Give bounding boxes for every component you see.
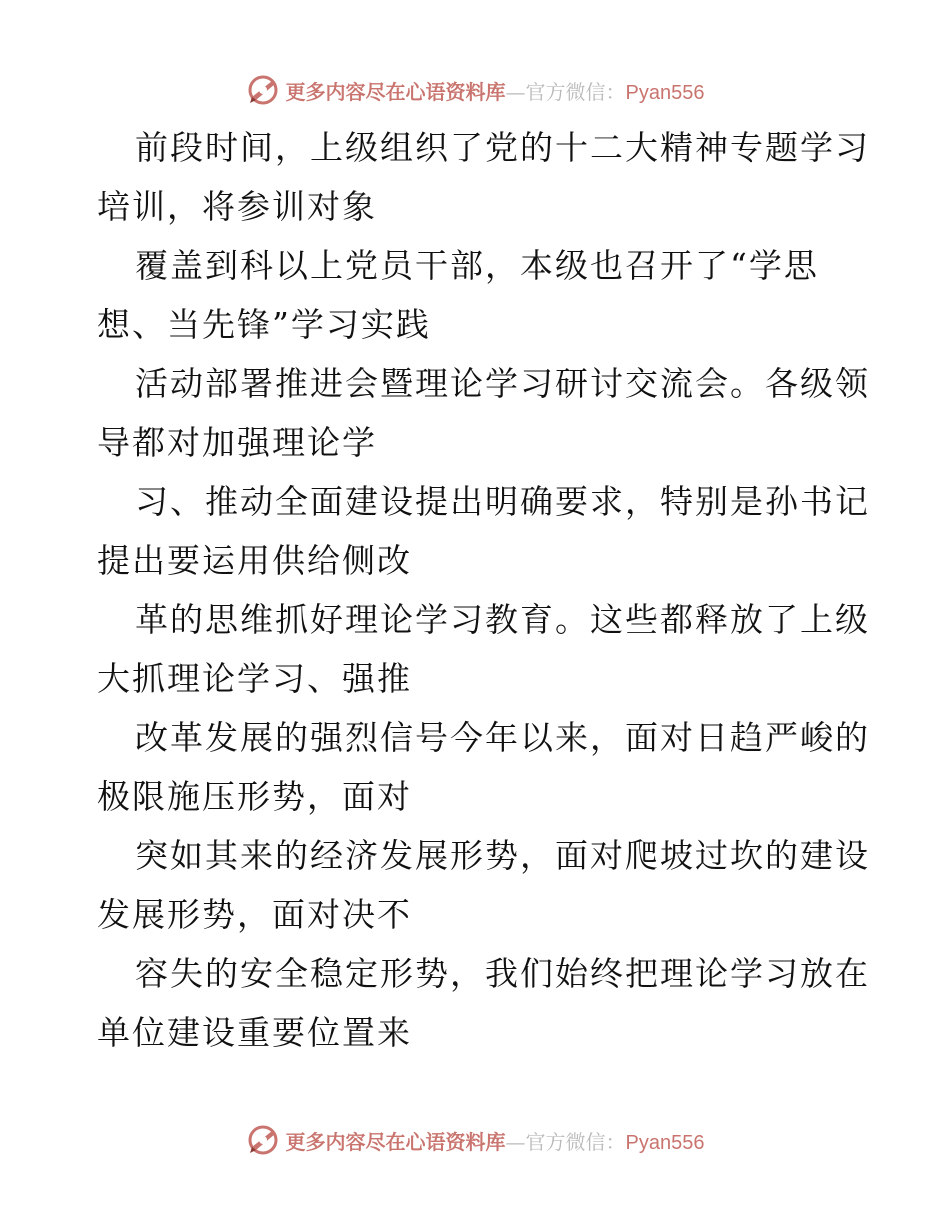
body-line: 极限施压形势，面对	[97, 777, 412, 816]
pen-globe-logo-icon	[246, 1123, 280, 1157]
body-line: 习、推动全面建设提出明确要求，特别是孙书记	[135, 482, 870, 521]
watermark-contact-prefix: 官方微信：	[525, 79, 626, 104]
footer-watermark-banner	[0, 1120, 950, 1160]
header-watermark-banner	[0, 70, 950, 110]
watermark-separator: —	[505, 1129, 526, 1154]
watermark-contact-prefix: 官方微信：	[525, 1129, 626, 1154]
body-line: 培训，将参训对象	[97, 187, 377, 226]
body-line: 容失的安全稳定形势，我们始终把理论学习放在	[135, 954, 870, 993]
body-line: 提出要运用供给侧改	[97, 541, 412, 580]
watermark-text	[286, 76, 705, 105]
watermark-site: 更多内容尽在心语资料库	[285, 1129, 506, 1154]
body-line: 突如其来的经济发展形势，面对爬坡过坎的建设	[135, 836, 870, 875]
body-line: 活动部署推进会暨理论学习研讨交流会。各级领	[135, 364, 870, 403]
body-line: 导都对加强理论学	[97, 423, 377, 462]
body-line: 覆盖到科以上党员干部，本级也召开了“学思	[135, 246, 819, 285]
watermark-contact-id: Pyan556	[625, 1131, 705, 1154]
pen-globe-logo-icon	[246, 73, 280, 107]
body-line: 发展形势，面对决不	[97, 895, 412, 934]
body-line: 革的思维抓好理论学习教育。这些都释放了上级	[135, 600, 870, 639]
body-line: 改革发展的强烈信号今年以来，面对日趋严峻的	[135, 718, 870, 757]
watermark-site: 更多内容尽在心语资料库	[285, 79, 506, 104]
body-line: 大抓理论学习、强推	[97, 659, 412, 698]
watermark-text	[286, 1126, 705, 1155]
body-line: 单位建设重要位置来	[97, 1013, 412, 1052]
watermark-separator: —	[505, 79, 526, 104]
body-line: 想、当先锋”学习实践	[97, 305, 431, 344]
watermark-contact-id: Pyan556	[625, 81, 705, 104]
body-line: 前段时间，上级组织了党的十二大精神专题学习	[135, 128, 870, 167]
document-body	[97, 118, 870, 1062]
